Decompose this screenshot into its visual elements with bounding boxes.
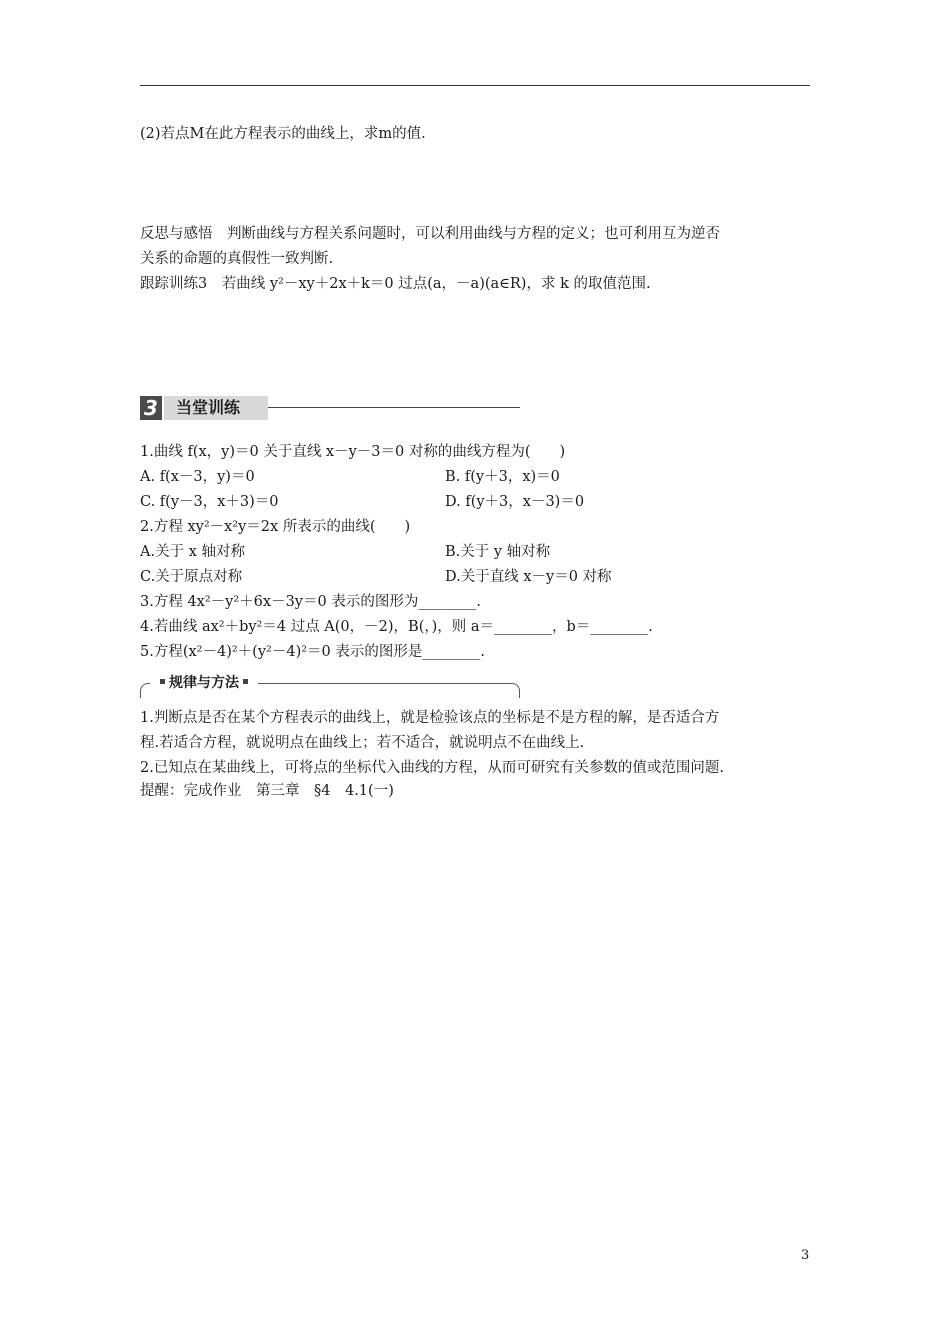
q1-option-c: C. f(y－3，x＋3)＝0 [140, 494, 279, 510]
top-rule [140, 85, 810, 86]
reminder: 提醒：完成作业 第三章 §4 4.1(一) [140, 783, 394, 799]
method-heading [150, 673, 258, 693]
section-title: 当堂训练 [176, 398, 241, 417]
q1-option-b: B. f(y＋3，x)＝0 [445, 469, 560, 485]
reflection-line-2: 关系的命题的真假性一致判断. [140, 251, 334, 267]
reflection-line-1: 反思与感悟 判断曲线与方程关系问题时，可以利用曲线与方程的定义；也可利用互为逆否 [140, 226, 720, 242]
q2-option-c: C.关于原点对称 [140, 569, 243, 585]
q2-option-a: A.关于 x 轴对称 [140, 544, 245, 560]
q2-option-d: D.关于直线 x－y＝0 对称 [445, 569, 612, 585]
q3: 3.方程 4x²－y²＋6x－3y＝0 表示的图形为________. [140, 594, 481, 610]
tracking-exercise [140, 274, 651, 294]
square-bullet-icon [243, 679, 248, 684]
q2-option-b: B.关于 y 轴对称 [445, 544, 551, 560]
method-p1-line1: 1.判断点是否在某个方程表示的曲线上，就是检验该点的坐标是不是方程的解，是否适合方 [140, 710, 720, 726]
tracking-rest: 过点(a，－a)(a∈R)，求 k 的取值范围. [393, 276, 651, 292]
q1-option-a: A. f(x－3，y)＝0 [140, 469, 255, 485]
question-part-2: (2)若点M在此方程表示的曲线上，求m的值. [140, 126, 426, 142]
q4: 4.若曲线 ax²＋by²＝4 过点 A(0，－2)，B(，)，则 a＝________，b＝________. [140, 619, 653, 635]
q2-stem: 2.方程 xy²－x²y＝2x 所表示的曲线( ) [140, 519, 411, 535]
q1-stem: 1.曲线 f(x，y)＝0 关于直线 x－y－3＝0 对称的曲线方程为( ) [140, 444, 566, 460]
method-title: 规律与方法 [169, 675, 239, 691]
page-number: 3 [801, 1248, 810, 1263]
method-p2: 2.已知点在某曲线上，可将点的坐标代入曲线的方程，从而可研究有关参数的值或范围问题. [140, 760, 724, 776]
tracking-prefix: 跟踪训练3 若曲线 [140, 276, 270, 292]
square-bullet-icon [160, 679, 165, 684]
q1-option-d: D. f(y＋3，x－3)＝0 [445, 494, 585, 510]
method-p1-line2: 程.若适合方程，就说明点在曲线上；若不适合，就说明点不在曲线上. [140, 735, 585, 751]
section-number: 3 [140, 396, 162, 420]
q5: 5.方程(x²－4)²＋(y²－4)²＝0 表示的图形是________. [140, 644, 485, 660]
section-underline [268, 407, 520, 408]
tracking-equation: y²－xy＋2x＋k＝0 [269, 276, 394, 292]
